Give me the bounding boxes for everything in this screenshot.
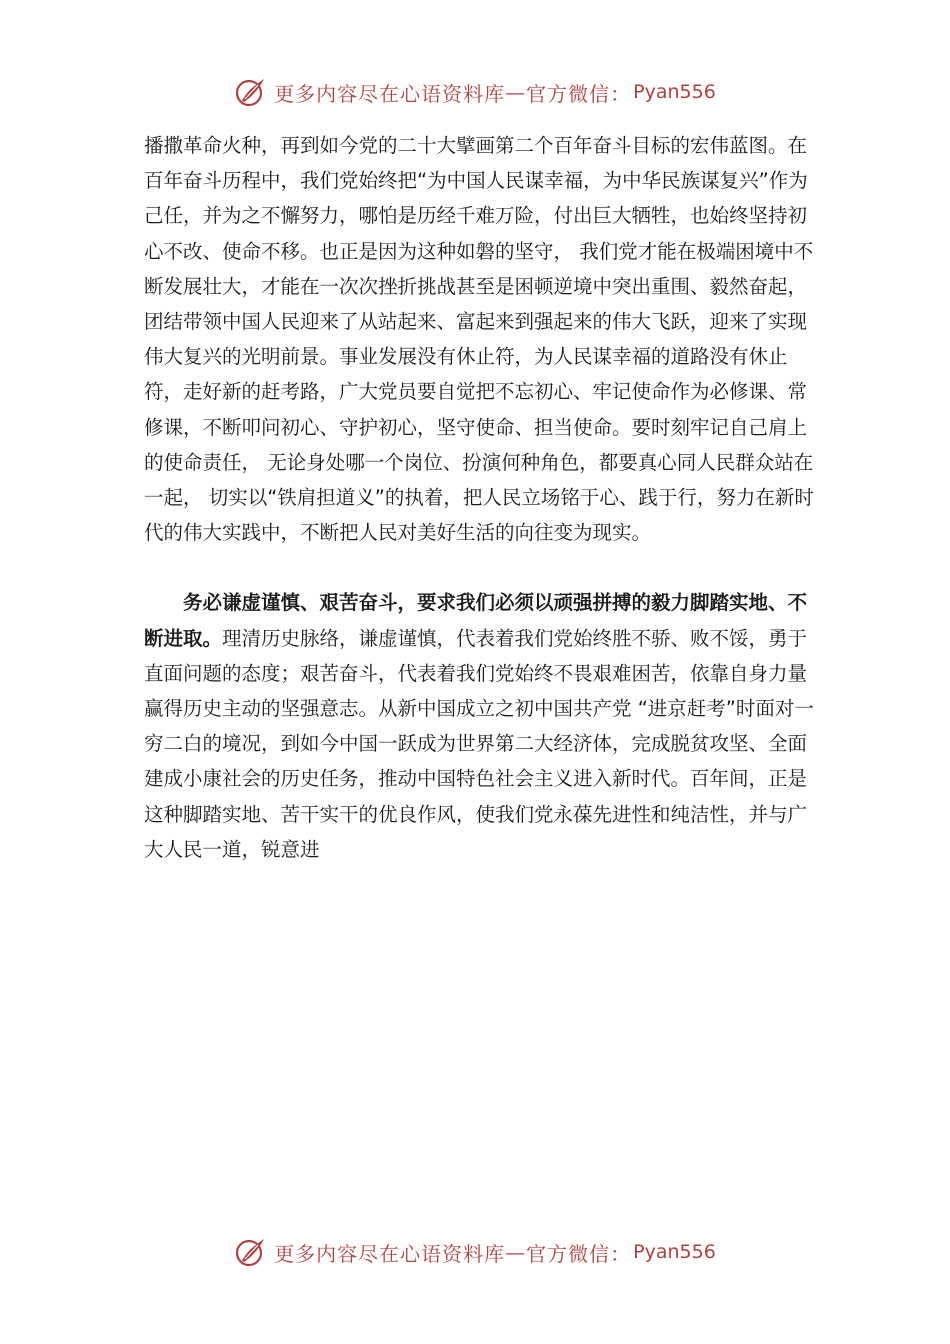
header-banner: [0, 72, 950, 112]
quill-logo-icon: [234, 75, 268, 109]
quill-logo-icon: [234, 1235, 268, 1269]
banner-separator: —: [505, 80, 527, 104]
banner-title: 更多内容尽在心语资料库: [274, 1241, 506, 1266]
paragraph-1: [144, 128, 824, 550]
banner-wechat-label: 官方微信：: [526, 1241, 632, 1266]
document-body: [144, 128, 824, 867]
paragraph-2: [144, 585, 824, 867]
paragraph-2-lead: 务必谦虚谨慎、艰苦奋斗，要求我们必须以顽强拼搏的毅力脚踏实地、不断进取。: [144, 591, 808, 650]
footer-banner: [0, 1232, 950, 1272]
paragraph-2-text: 理清历史脉络，谦虚谨慎，代表着我们党始终胜不骄、败不馁，勇于直面问题的态度；艰苦奋斗，代表着我们党始终不畏艰难困苦，依靠自身力量赢得历史主动的坚强意志。从新中国成立之初中国共产党 “进京赶考”时面对一穷二白的境况，到如今中国一跃成为世界第二大经济体，完成脱贫攻坚、全面建成小康社会的历史任务，推动中国特色社会主义进入新时代。百年间，正是这种脚踏实地、苦干实干的优良作风，使我们党永葆先进性和纯洁性，并与广大人民一道，锐意进: [144, 626, 814, 861]
banner-wechat-id: Pyan556: [633, 81, 716, 103]
banner-title: 更多内容尽在心语资料库: [274, 81, 506, 106]
banner-wechat-id: Pyan556: [633, 1241, 716, 1263]
banner-wechat-label: 官方微信：: [526, 81, 632, 106]
banner-separator: —: [505, 1240, 527, 1264]
paragraph-1-text: 播撒革命火种，再到如今党的二十大擘画第二个百年奋斗目标的宏伟蓝图。在百年奋斗历程中，我们党始终把“为中国人民谋幸福，为中华民族谋复兴”作为己任，并为之不懈努力，哪怕是历经千难万险，付出巨大牺牲，也始终坚持初心不改、使命不移。也正是因为这种如磐的坚守， 我们党才能在极端困境中不断发展壮大，才能在一次次挫折挑战甚至是困顿逆境中突出重围、毅然奋起，团结带领中国人民迎来了从站起来、富起来到强起来的伟大飞跃，迎来了实现伟大复兴的光明前景。事业发展没有休止符，为人民谋幸福的道路没有休止符，走好新的赶考路，广大党员要自觉把不忘初心、牢记使命作为必修课、常修课，不断叩问初心、守护初心，坚守使命、担当使命。要时刻牢记自己肩上的使命责任， 无论身处哪一个岗位、扮演何种角色，都要真心同人民群众站在一起， 切实以“铁肩担道义”的执着，把人民立场铭于心、践于行，努力在新时代的伟大实践中，不断把人民对美好生活的向往变为现实。: [144, 134, 814, 545]
